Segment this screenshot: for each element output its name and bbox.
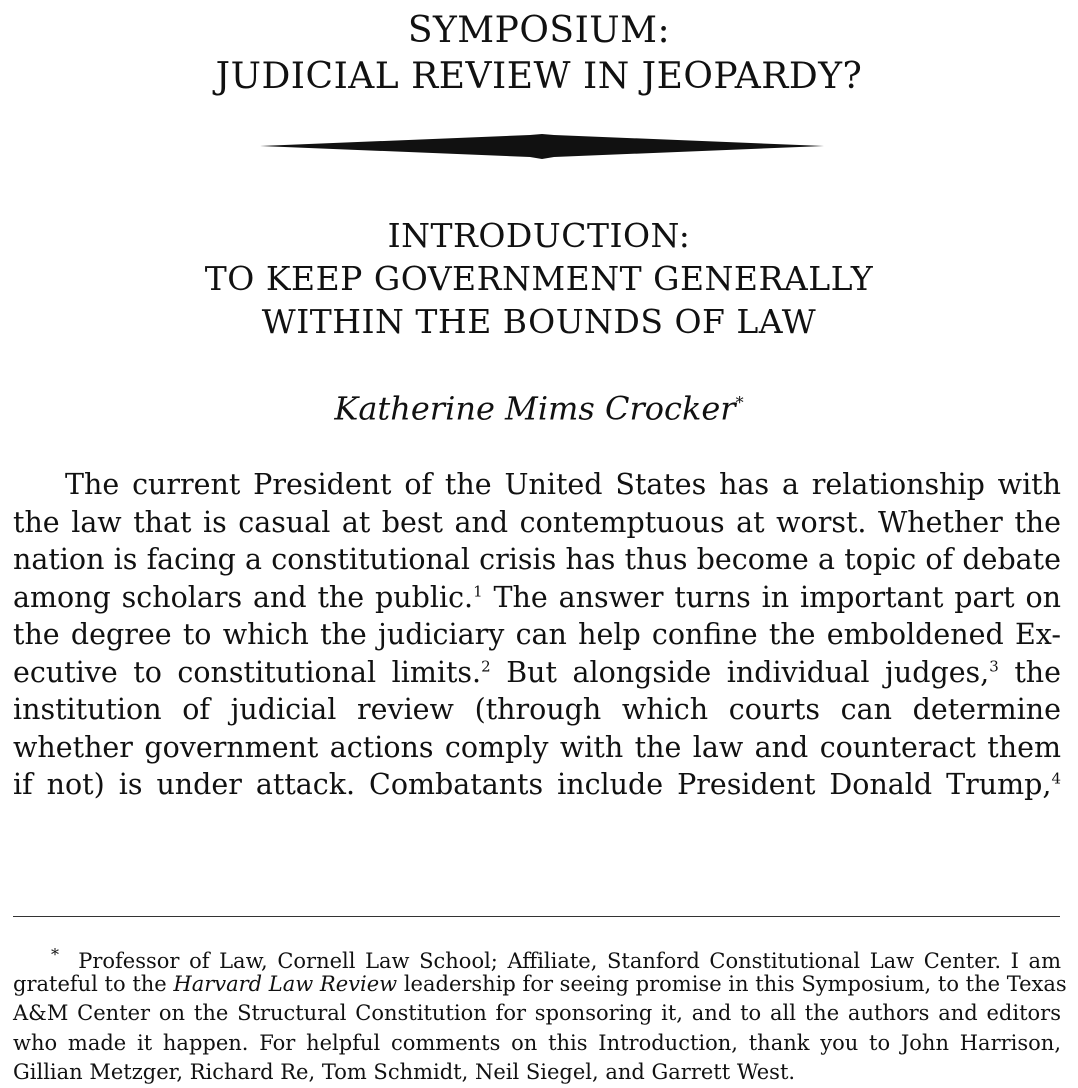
- footnote-line: Gillian Metzger, Richard Re, Tom Schmidt, Neil Siegel, and Garrett West.: [13, 1060, 796, 1084]
- body-text-segment: The answer turns in important part on: [482, 580, 1062, 614]
- footnote-reference-3[interactable]: 3: [989, 657, 999, 675]
- footnote-text-segment: leadership for seeing promise in this Symposium, to the Texas: [397, 971, 1067, 996]
- footnote-reference-4[interactable]: 4: [1051, 769, 1061, 788]
- introduction-title-line-1: INTRODUCTION:: [387, 216, 691, 255]
- body-line: The current President of the United States has a relationship with: [65, 468, 1061, 501]
- author-byline: [0, 382, 1078, 430]
- body-paragraph: [13, 466, 1061, 804]
- footnote-line: [13, 970, 1067, 1000]
- body-text-segment: ecutive to constitutional limits.: [13, 655, 482, 689]
- body-line: [13, 579, 1061, 617]
- body-line: institution of judicial review (through which courts can determine: [13, 693, 1061, 726]
- introduction-title-line-2: TO KEEP GOVERNMENT GENERALLY: [204, 259, 874, 298]
- footnote-line: [13, 940, 1061, 973]
- journal-title-italic: Harvard Law Review: [173, 971, 398, 996]
- footnote-line: who made it happen. For helpful comments on this Introduction, thank you to John Harrison,: [13, 1030, 1061, 1055]
- author-name: Katherine Mims Crocker: [334, 389, 736, 428]
- author-footnote-marker[interactable]: *: [735, 393, 744, 412]
- body-text-segment: But alongside individual judges,: [490, 655, 990, 689]
- symposium-title-line-2: JUDICIAL REVIEW IN JEOPARDY?: [215, 56, 863, 97]
- diamond-rule-ornament-icon: [260, 134, 824, 160]
- symposium-heading: [0, 8, 1078, 100]
- body-line: nation is facing a constitutional crisis has thus become a topic of debate: [13, 543, 1061, 576]
- body-line: whether government actions comply with the law and counteract them: [13, 730, 1061, 764]
- footnote-reference-1[interactable]: 1: [473, 582, 483, 600]
- footnote-text-segment: Professor of Law, Cornell Law School; Affiliate, Stanford Constitutional Law Center. I am: [78, 949, 1061, 973]
- introduction-title-line-3: WITHIN THE BOUNDS OF LAW: [261, 302, 817, 341]
- body-line: [13, 654, 1061, 692]
- body-line: [13, 766, 1061, 804]
- symposium-title-line-1: SYMPOSIUM:: [407, 10, 671, 51]
- footnote-text-segment: grateful to the: [13, 971, 174, 996]
- author-footnote: [13, 940, 1067, 1088]
- body-text-segment: the: [998, 655, 1062, 689]
- body-text-segment: if not) is under attack. Combatants include President Donald Trump,: [13, 768, 1052, 801]
- footnote-reference-2[interactable]: 2: [481, 657, 491, 675]
- body-line: the law that is casual at best and contemptuous at worst. Whether the: [13, 505, 1061, 539]
- footnote-marker: *: [51, 945, 59, 964]
- footnote-separator-rule: [13, 916, 1060, 917]
- body-line: the degree to which the judiciary can help confine the emboldened Ex-: [13, 618, 1061, 651]
- footnote-line: A&M Center on the Structural Constitution for sponsoring it, and to all the authors and editors: [13, 1001, 1061, 1025]
- introduction-heading: [0, 214, 1078, 343]
- body-text-segment: among scholars and the public.: [13, 580, 474, 614]
